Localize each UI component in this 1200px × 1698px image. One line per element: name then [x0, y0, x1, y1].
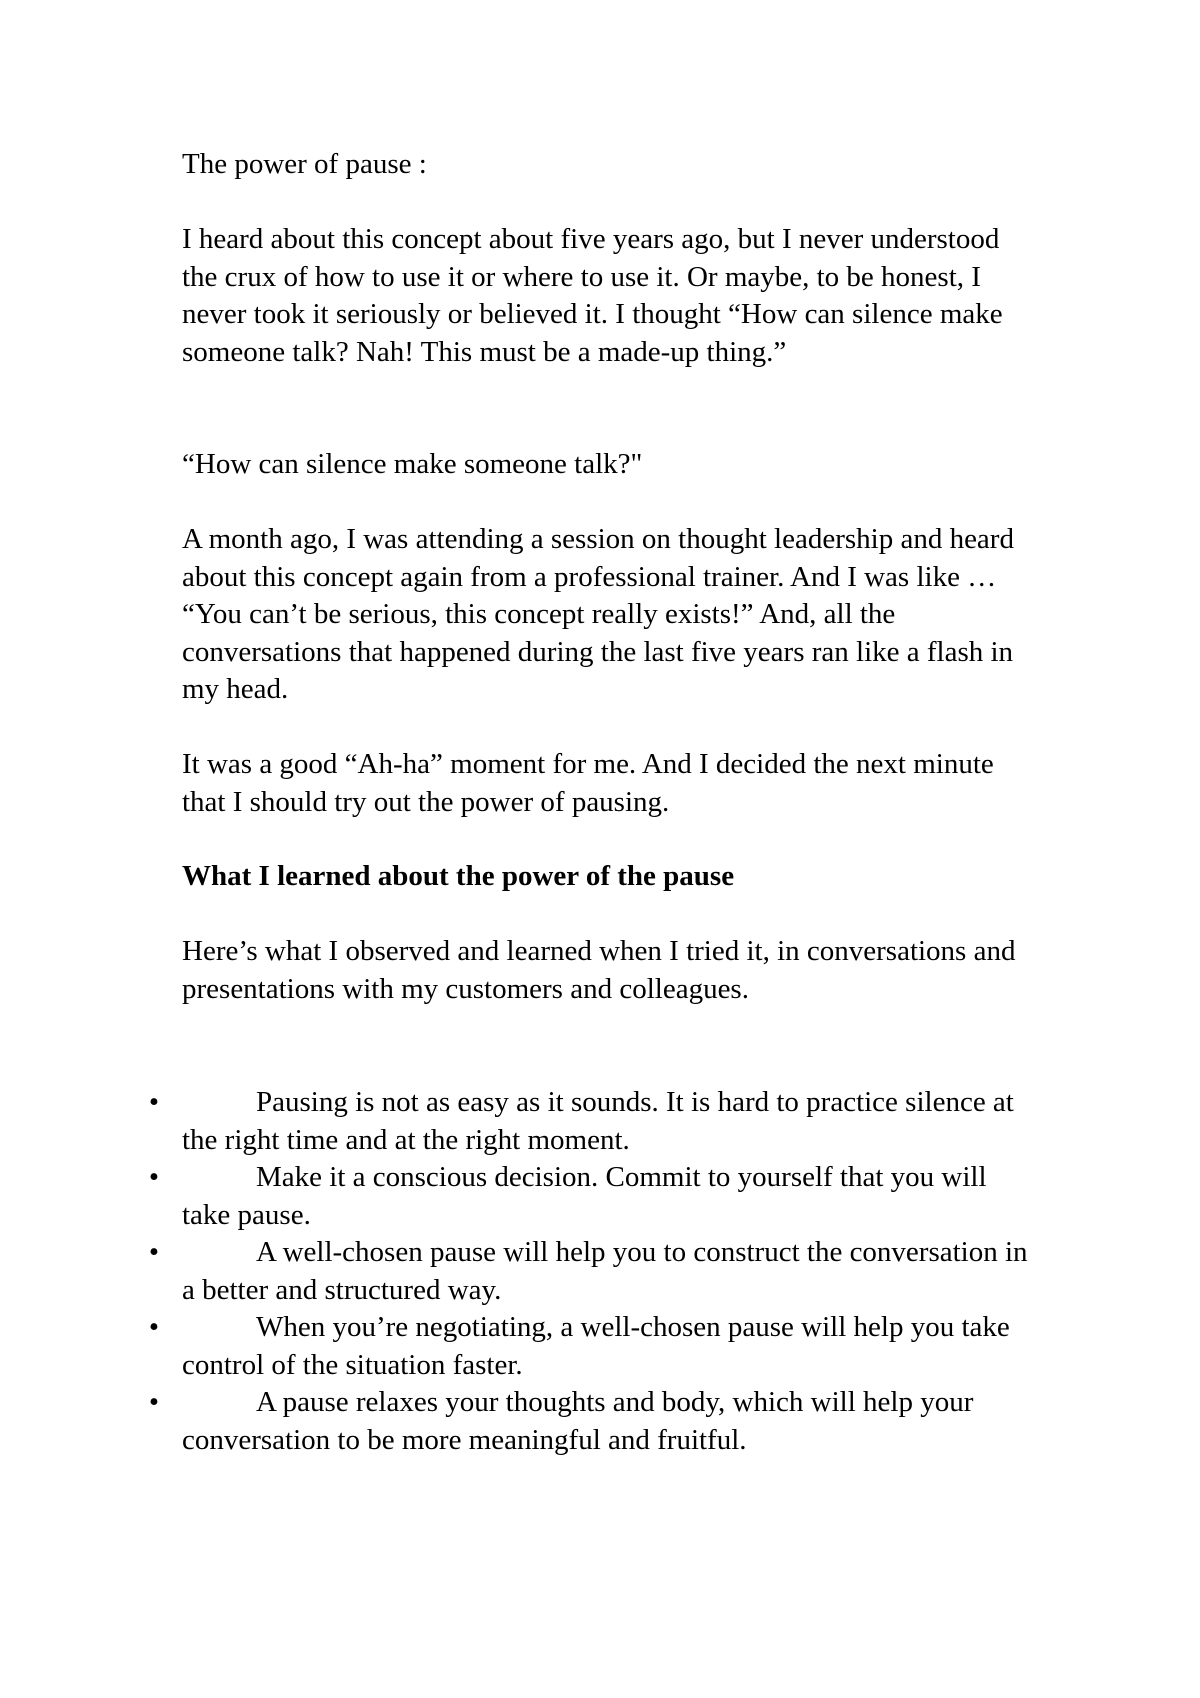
- bullet-text: Pausing is not as easy as it sounds. It is hard to practice silence at the right time and at the right moment.: [182, 1086, 1014, 1156]
- ah-ha-paragraph: It was a good “Ah-ha” moment for me. And I decided the next minute that I should try out the power of pausing.: [182, 748, 994, 818]
- lessons-bullet-list: [148, 1084, 1042, 1459]
- list-item: [148, 1234, 1042, 1309]
- list-item: [148, 1384, 1042, 1459]
- list-item: [148, 1309, 1042, 1384]
- bullet-icon: •: [148, 1161, 160, 1193]
- bullet-text: Make it a conscious decision. Commit to yourself that you will take pause.: [182, 1161, 987, 1231]
- document-title: The power of pause :: [182, 148, 427, 180]
- list-item: [148, 1159, 1042, 1234]
- bullet-text: When you’re negotiating, a well-chosen pause will help you take control of the situation faster.: [182, 1311, 1010, 1381]
- section-heading: What I learned about the power of the pause: [182, 860, 735, 892]
- list-item: [148, 1084, 1042, 1159]
- bullet-text: A well-chosen pause will help you to construct the conversation in a better and structured way.: [182, 1236, 1028, 1306]
- bullet-text: A pause relaxes your thoughts and body, which will help your conversation to be more meaningful and fruitful.: [182, 1386, 974, 1456]
- bullet-icon: •: [148, 1236, 160, 1268]
- bullet-icon: •: [148, 1386, 160, 1418]
- bullet-icon: •: [148, 1311, 160, 1343]
- quote-paragraph: “How can silence make someone talk?": [182, 448, 643, 480]
- session-paragraph: A month ago, I was attending a session on thought leadership and heard about this concept again from a professional trainer. And I was like … “You can’t be serious, this concept really exists!” And, all the conversations that happened during the last five years ran like a flash in my head.: [182, 523, 1014, 705]
- intro-paragraph: I heard about this concept about five years ago, but I never understood the crux of how to use it or where to use it. Or maybe, to be honest, I never took it seriously or believed it. I thought “How can silence make someone talk? Nah! This must be a made-up thing.”: [182, 223, 1003, 368]
- observations-paragraph: Here’s what I observed and learned when I tried it, in conversations and presentations with my customers and colleagues.: [182, 935, 1016, 1005]
- bullet-icon: •: [148, 1086, 160, 1118]
